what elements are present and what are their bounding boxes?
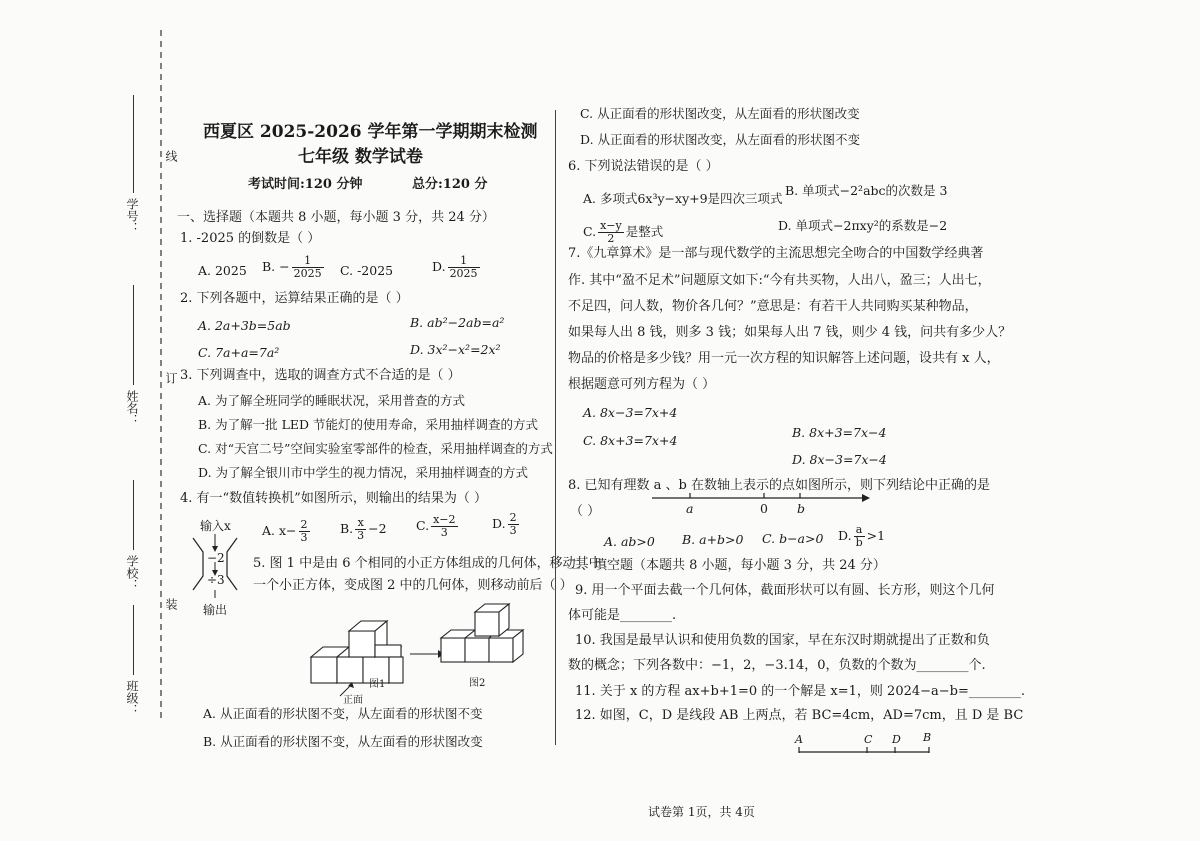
q7-line-1: 7.《九章算术》是一部与现代数学的主流思想完全吻合的中国数学经典著 — [568, 246, 984, 261]
q8-label-a: a — [686, 501, 694, 516]
q6-stem: 6. 下列说法错误的是（ ） — [568, 159, 719, 174]
q5-option-c[interactable]: C. 从正面看的形状图改变，从左面看的形状图改变 — [580, 106, 860, 121]
q8-option-d[interactable]: D. $\frac{a}{b}$ >1 — [838, 523, 886, 549]
q7-line-4: 如果每人出 8 钱，则多 3 钱；如果每人出 7 钱，则少 4 钱，问共有多少人？ — [568, 325, 1012, 340]
exam-subtitle: 七年级 数学试卷 — [298, 147, 423, 167]
q4-option-a[interactable]: A. x− $\frac{2}{3}$ — [262, 518, 308, 544]
q7-line-2: 作. 其中“盈不足术”问题原文如下:“今有共买物，人出八，盈三；人出七， — [568, 273, 991, 288]
student-id-line[interactable] — [133, 95, 134, 193]
q2-stem: 2. 下列各题中，运算结果正确的是（ ） — [180, 291, 409, 306]
q9-line-1: 9. 用一个平面去截一个几何体，截面形状可以有圆、长方形，则这个几何 — [575, 583, 995, 598]
name-line[interactable] — [133, 285, 134, 385]
q8-label-b: b — [797, 501, 806, 516]
q7-option-c[interactable]: C. 8x+3=7x+4 — [583, 433, 678, 448]
q12-point-d: D — [892, 733, 901, 746]
q9-line-2[interactable]: 体可能是________. — [568, 608, 677, 623]
section2-heading: 二、填空题（本题共 8 小题，每小题 3 分，共 24 分） — [568, 558, 886, 573]
q7-option-b[interactable]: B. 8x+3=7x−4 — [792, 425, 887, 440]
q2-option-a[interactable]: A. 2a+3b=5ab — [198, 318, 291, 333]
q4-stem: 4. 有一“数值转换机”如图所示，则输出的结果为（ ） — [180, 491, 487, 506]
q8-option-b[interactable]: B. a+b>0 — [682, 532, 744, 547]
q11-line-1[interactable]: 11. 关于 x 的方程 ax+b+1=0 的一个解是 x=1，则 2024−a−b=________. — [575, 684, 1026, 699]
q12-point-c: C — [864, 733, 873, 746]
q5-figure-2-caption: 图2 — [469, 678, 486, 689]
q7-option-a[interactable]: A. 8x−3=7x+4 — [583, 405, 678, 420]
q4-step2: ÷3 — [207, 573, 225, 587]
q4-option-b[interactable]: B. $\frac{x}{3}$ −2 — [340, 516, 387, 542]
school-label: 学校： — [125, 555, 139, 591]
q6-option-d[interactable]: D. 单项式−2πxy²的系数是−2 — [778, 218, 948, 233]
q3-option-d[interactable]: D. 为了解全银川市中学生的视力情况，采用抽样调查的方式 — [198, 465, 529, 480]
class-line[interactable] — [133, 605, 134, 675]
q3-stem: 3. 下列调查中，选取的调查方式不合适的是（ ） — [180, 368, 461, 383]
q8-label-0: 0 — [760, 501, 768, 516]
name-label: 姓名： — [125, 390, 139, 426]
q3-option-b[interactable]: B. 为了解一批 LED 节能灯的使用寿命，采用抽样调查的方式 — [198, 417, 539, 432]
q12-line-1: 12. 如图，C，D 是线段 AB 上两点，若 BC=4cm，AD=7cm，且 D 是 BC — [575, 708, 1024, 723]
q5-option-a[interactable]: A. 从正面看的形状图不变，从左面看的形状图不变 — [203, 706, 483, 721]
class-label: 班级： — [125, 680, 139, 716]
q5-option-b[interactable]: B. 从正面看的形状图不变，从左面看的形状图改变 — [203, 734, 483, 749]
q5-stem-line1: 5. 图 1 中是由 6 个相同的小正方体组成的几何体，移动其中 — [253, 556, 602, 571]
q10-line-2[interactable]: 数的概念；下列各数中：−1，2，−3.14，0，负数的个数为________个. — [568, 658, 986, 673]
q7-line-3: 不足四，问人数，物价各几何？”意思是：有若干人共同购买某种物品， — [568, 299, 978, 314]
q6-option-a[interactable]: A. 多项式6x³y−xy+9是四次三项式 — [583, 191, 783, 206]
q5-figure-2 — [435, 598, 535, 678]
q8-paren: （ ） — [570, 504, 601, 519]
exam-score: 总分:120 分 — [412, 177, 488, 192]
q8-option-a[interactable]: A. ab>0 — [604, 534, 655, 549]
q10-line-1: 10. 我国是最早认识和使用负数的国家，早在东汉时期就提出了正数和负 — [575, 633, 990, 648]
q8-stem: 8. 已知有理数 a 、b 在数轴上表示的点如图所示，则下列结论中正确的是 — [568, 478, 991, 493]
q1-option-a[interactable]: A. 2025 — [198, 263, 247, 278]
section1-heading: 一、选择题（本题共 8 小题，每小题 3 分，共 24 分） — [177, 210, 495, 225]
q4-input-label: 输入x — [200, 519, 231, 533]
q1-option-c[interactable]: C. -2025 — [340, 263, 394, 278]
q5-figure-1-caption: 图1 — [369, 679, 386, 690]
q5-stem-line2: 一个小正方体，变成图 2 中的几何体，则移动前后（ ） — [253, 578, 573, 593]
q4-option-d[interactable]: D. $\frac{2}{3}$ — [492, 511, 517, 537]
q12-point-a: A — [795, 733, 803, 746]
q8-option-c[interactable]: C. b−a>0 — [762, 531, 824, 546]
q4-step1: −2 — [207, 551, 225, 565]
q2-option-c[interactable]: C. 7a+a=7a² — [198, 345, 280, 360]
school-line[interactable] — [133, 480, 134, 550]
q7-option-d[interactable]: D. 8x−3=7x−4 — [792, 452, 887, 467]
student-id-label: 学号： — [125, 198, 139, 234]
q5-option-d[interactable]: D. 从正面看的形状图改变，从左面看的形状图不变 — [580, 132, 861, 147]
column-divider — [555, 110, 556, 745]
q2-option-d[interactable]: D. 3x²−x²=2x² — [410, 342, 501, 357]
q7-line-5: 物品的价格是多少钱？用一元一次方程的知识解答上述问题，设共有 x 人， — [568, 351, 1000, 366]
q1-option-d[interactable]: D. $\frac{1}{2025}$ — [432, 254, 478, 280]
q3-option-a[interactable]: A. 为了解全班同学的睡眠状况，采用普查的方式 — [198, 393, 465, 408]
binding-bind-mark: 装 — [164, 598, 178, 610]
binding-order-mark: 订 — [164, 372, 178, 384]
q5-front-label: 正面 — [343, 695, 363, 706]
q6-option-c[interactable]: C. $\frac{x-y}{2}$ 是整式 — [583, 219, 664, 245]
q3-option-c[interactable]: C. 对“天宫二号”空间实验室零部件的检查，采用抽样调查的方式 — [198, 441, 553, 456]
q12-point-b: B — [923, 731, 932, 744]
q2-option-b[interactable]: B. ab²−2ab=a² — [410, 315, 505, 330]
q4-option-c[interactable]: C. $\frac{x-2}{3}$ — [416, 513, 456, 539]
exam-time: 考试时间:120 分钟 — [248, 177, 363, 192]
q6-option-b[interactable]: B. 单项式−2²abc的次数是 3 — [785, 183, 948, 198]
q7-line-6: 根据题意可列方程为（ ） — [568, 377, 716, 392]
q1-stem: 1. -2025 的倒数是（ ） — [180, 231, 321, 246]
q1-option-b[interactable]: B. − $\frac{1}{2025}$ — [262, 254, 322, 280]
q4-output-label: 输出 — [203, 603, 228, 617]
exam-title: 西夏区 2025-2026 学年第一学期期末检测 — [203, 122, 538, 142]
binding-line-mark: 线 — [164, 150, 178, 162]
page-footer: 试卷第 1页，共 4页 — [648, 805, 755, 819]
